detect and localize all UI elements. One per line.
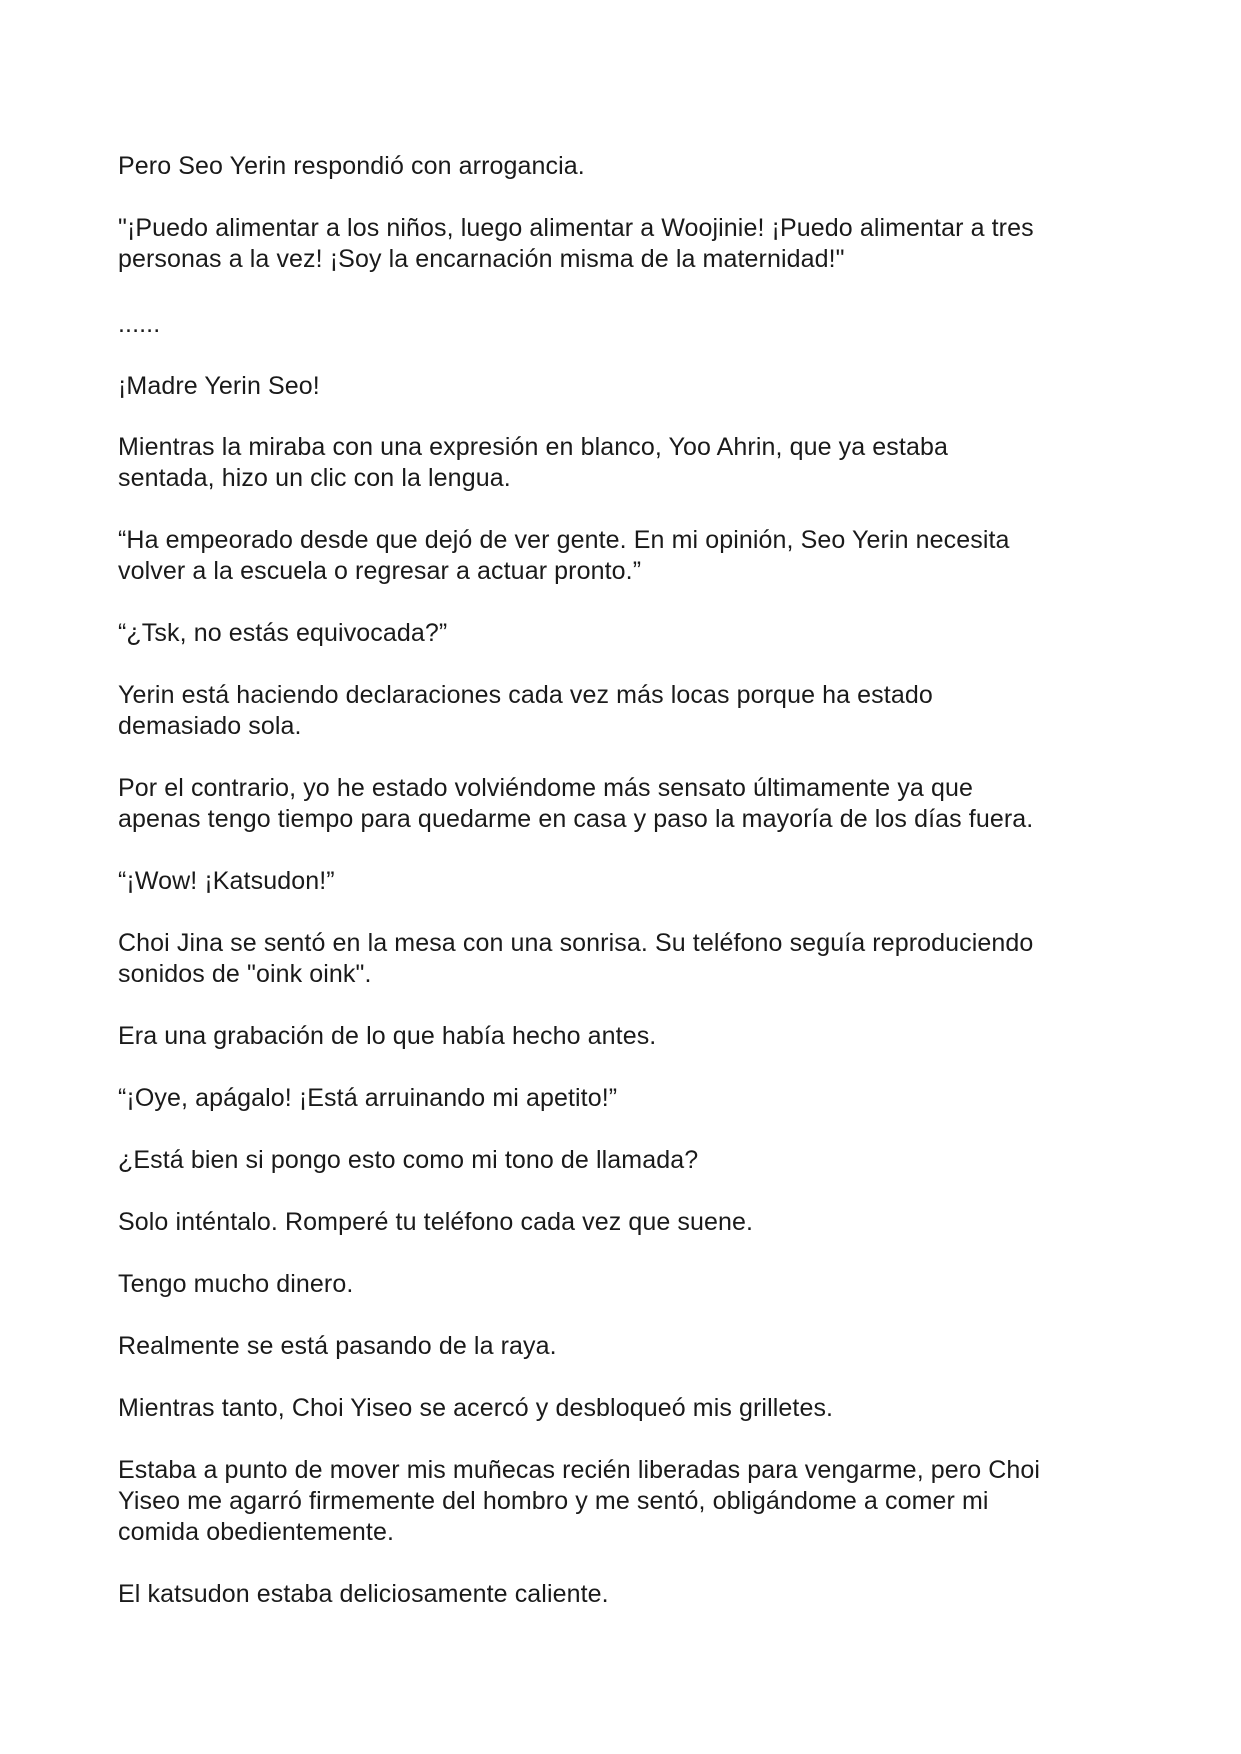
- paragraph-18: Mientras tanto, Choi Yiseo se acercó y desbloqueó mis grilletes.: [118, 1394, 834, 1422]
- paragraph-9: Por el contrario, yo he estado volviéndome más sensato últimamente ya que apenas tengo tiempo para quedarme en casa y paso la mayoría de los días fuera.: [118, 774, 1034, 833]
- paragraph-6: “Ha empeorado desde que dejó de ver gente. En mi opinión, Seo Yerin necesita volver a la escuela o regresar a actuar pronto.”: [118, 526, 1010, 585]
- paragraph-11: Choi Jina se sentó en la mesa con una sonrisa. Su teléfono seguía reproduciendo sonidos de "oink oink".: [118, 929, 1034, 988]
- paragraph-19: Estaba a punto de mover mis muñecas recién liberadas para vengarme, pero Choi Yiseo me agarró firmemente del hombro y me sentó, obligándome a comer mi comida obedientemente.: [118, 1456, 1041, 1546]
- paragraph-12: Era una grabación de lo que había hecho antes.: [118, 1022, 657, 1050]
- paragraph-2: "¡Puedo alimentar a los niños, luego alimentar a Woojinie! ¡Puedo alimentar a tres personas a la vez! ¡Soy la encarnación misma de la maternidad!": [118, 214, 1034, 273]
- paragraph-13: “¡Oye, apágalo! ¡Está arruinando mi apetito!”: [118, 1084, 618, 1112]
- paragraph-16: Tengo mucho dinero.: [118, 1270, 354, 1298]
- paragraph-1: Pero Seo Yerin respondió con arrogancia.: [118, 152, 585, 180]
- paragraph-10: “¡Wow! ¡Katsudon!”: [118, 867, 335, 895]
- paragraph-8: Yerin está haciendo declaraciones cada vez más locas porque ha estado demasiado sola.: [118, 681, 933, 740]
- paragraph-7: “¿Tsk, no estás equivocada?”: [118, 619, 448, 647]
- paragraph-4: ¡Madre Yerin Seo!: [118, 372, 320, 400]
- paragraph-14: ¿Está bien si pongo esto como mi tono de llamada?: [118, 1146, 699, 1174]
- paragraph-5: Mientras la miraba con una expresión en blanco, Yoo Ahrin, que ya estaba sentada, hizo un clic con la lengua.: [118, 433, 948, 492]
- paragraph-15: Solo inténtalo. Romperé tu teléfono cada vez que suene.: [118, 1208, 754, 1236]
- paragraph-3: ......: [118, 310, 161, 338]
- paragraph-17: Realmente se está pasando de la raya.: [118, 1332, 557, 1360]
- paragraph-20: El katsudon estaba deliciosamente caliente.: [118, 1580, 609, 1608]
